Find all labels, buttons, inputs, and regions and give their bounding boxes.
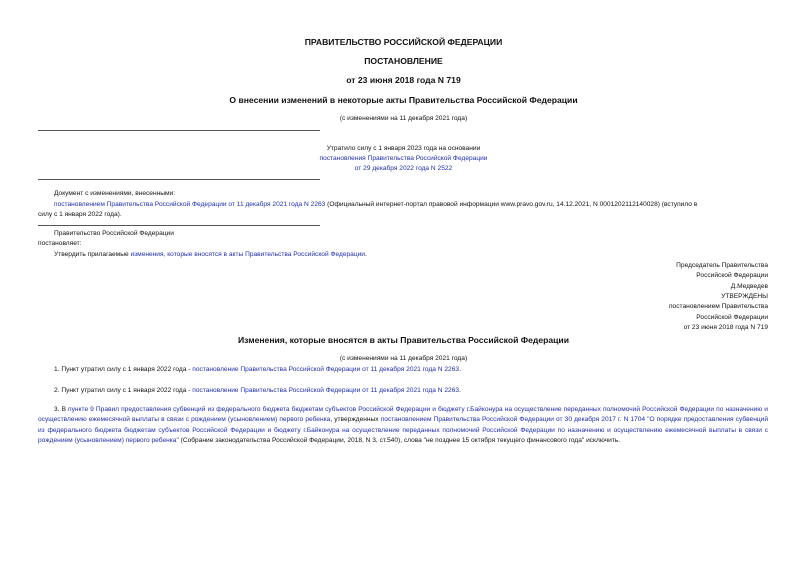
change-item-1-text: 1. Пункт утратил силу с 1 января 2022 года - [54,366,193,373]
changes-block-line [54,200,697,210]
approved-date: от 23 июня 2018 года N 719 [683,324,768,331]
approved-by: постановлением Правительства [668,303,768,310]
document-title: О внесении изменений в некоторые акты Правительства Российской Федерации [229,95,578,105]
approve-prefix: Утвердить прилагаемые [54,251,131,258]
change-item-2-end: . [459,387,461,394]
expired-notice-link-1[interactable]: постановления Правительства Российской Федерации [319,155,488,162]
doc-type-heading: ПОСТАНОВЛЕНИЕ [364,56,443,66]
expired-notice-link-2[interactable]: от 29 декабря 2022 года N 2522 [354,165,453,172]
change-item-2-link[interactable]: постановление Правительства Российской Федерации от 11 декабря 2021 года N 2263 [192,387,460,394]
amending-decree-link[interactable]: постановлением Правительства Российской Федерации от 11 декабря 2021 года N 2263 [54,201,326,208]
approve-suffix: . [364,251,367,258]
decree-1704-link[interactable]: постановлением Правительства Российской Федерации от 30 декабря 2017 г. N 1704 "О порядке предоставления субвенций из федерального бюджета бюджетам субъектов Российской Федерации и бюджету г.Байконура на осуществление переданных полномочий Российской Федерации по назначению и осуществлению ежемесячной выплаты в связи с рождением (усыновлением) первого ребенка" [38,416,769,445]
change-item-1-end: . [459,366,461,373]
signature-name: Д.Медведев [730,283,768,290]
changes-note: (с изменениями на 11 декабря 2021 года) [339,355,468,362]
change-item-3-suffix: (Собрание законодательства Российской Федерации, 2018, N 3, ст.540), слова "не позднее 15 октября текущего финансового года" исключить. [178,437,621,445]
separator-line [38,130,320,131]
publication-info: (Официальный интернет-портал правовой информации www.pravo.gov.ru, 14.12.2021, N 0001202112140028) (вступило в [325,201,698,208]
change-item-2 [54,386,461,396]
change-item-1-link[interactable]: постановление Правительства Российской Федерации от 11 декабря 2021 года N 2263 [192,366,460,373]
change-item-1 [54,365,461,375]
date-number-heading: от 23 июня 2018 года N 719 [346,75,461,85]
approved-label: УТВЕРЖДЕНЫ [721,293,768,300]
change-item-3-prefix: 3. В [54,406,69,413]
rules-clause-link[interactable]: пункте 9 Правил предоставления субвенций из федерального бюджета бюджетам субъектов Российской Федерации и бюджету г.Байконура на осуществление переданных полномочий Российской Федерации по назначению и осуществлению ежемесячной выплаты в связи с рождением (усыновлением) первого ребенка [38,406,768,424]
decree-government: Правительство Российской Федерации [54,230,174,237]
decree-resolves: постановляет: [38,240,82,247]
signature-country: Российской Федерации [696,272,768,279]
approved-changes-link[interactable]: изменения, которые вносятся в акты Правительства Российской Федерации [130,251,365,258]
changes-title: Изменения, которые вносятся в акты Правительства Российской Федерации [237,335,569,345]
change-item-2-text: 2. Пункт утратил силу с 1 января 2022 года - [54,387,193,394]
separator-line [38,225,320,226]
change-item-3-mid: , утвержденных [330,416,381,424]
signature-position: Председатель Правительства [676,262,768,269]
decree-approve-line [54,250,367,260]
changes-effective-date: силу с 1 января 2022 года). [38,211,122,218]
amendments-note: (с изменениями на 11 декабря 2021 года) [339,115,468,122]
change-item-3 [38,405,768,447]
changes-intro: Документ с изменениями, внесенными: [54,190,176,197]
org-heading: ПРАВИТЕЛЬСТВО РОССИЙСКОЙ ФЕДЕРАЦИИ [304,37,503,47]
separator-line [38,179,320,180]
expired-notice-text: Утратило силу с 1 января 2023 года на основании [326,145,481,152]
approved-by-country: Российской Федерации [696,314,768,321]
